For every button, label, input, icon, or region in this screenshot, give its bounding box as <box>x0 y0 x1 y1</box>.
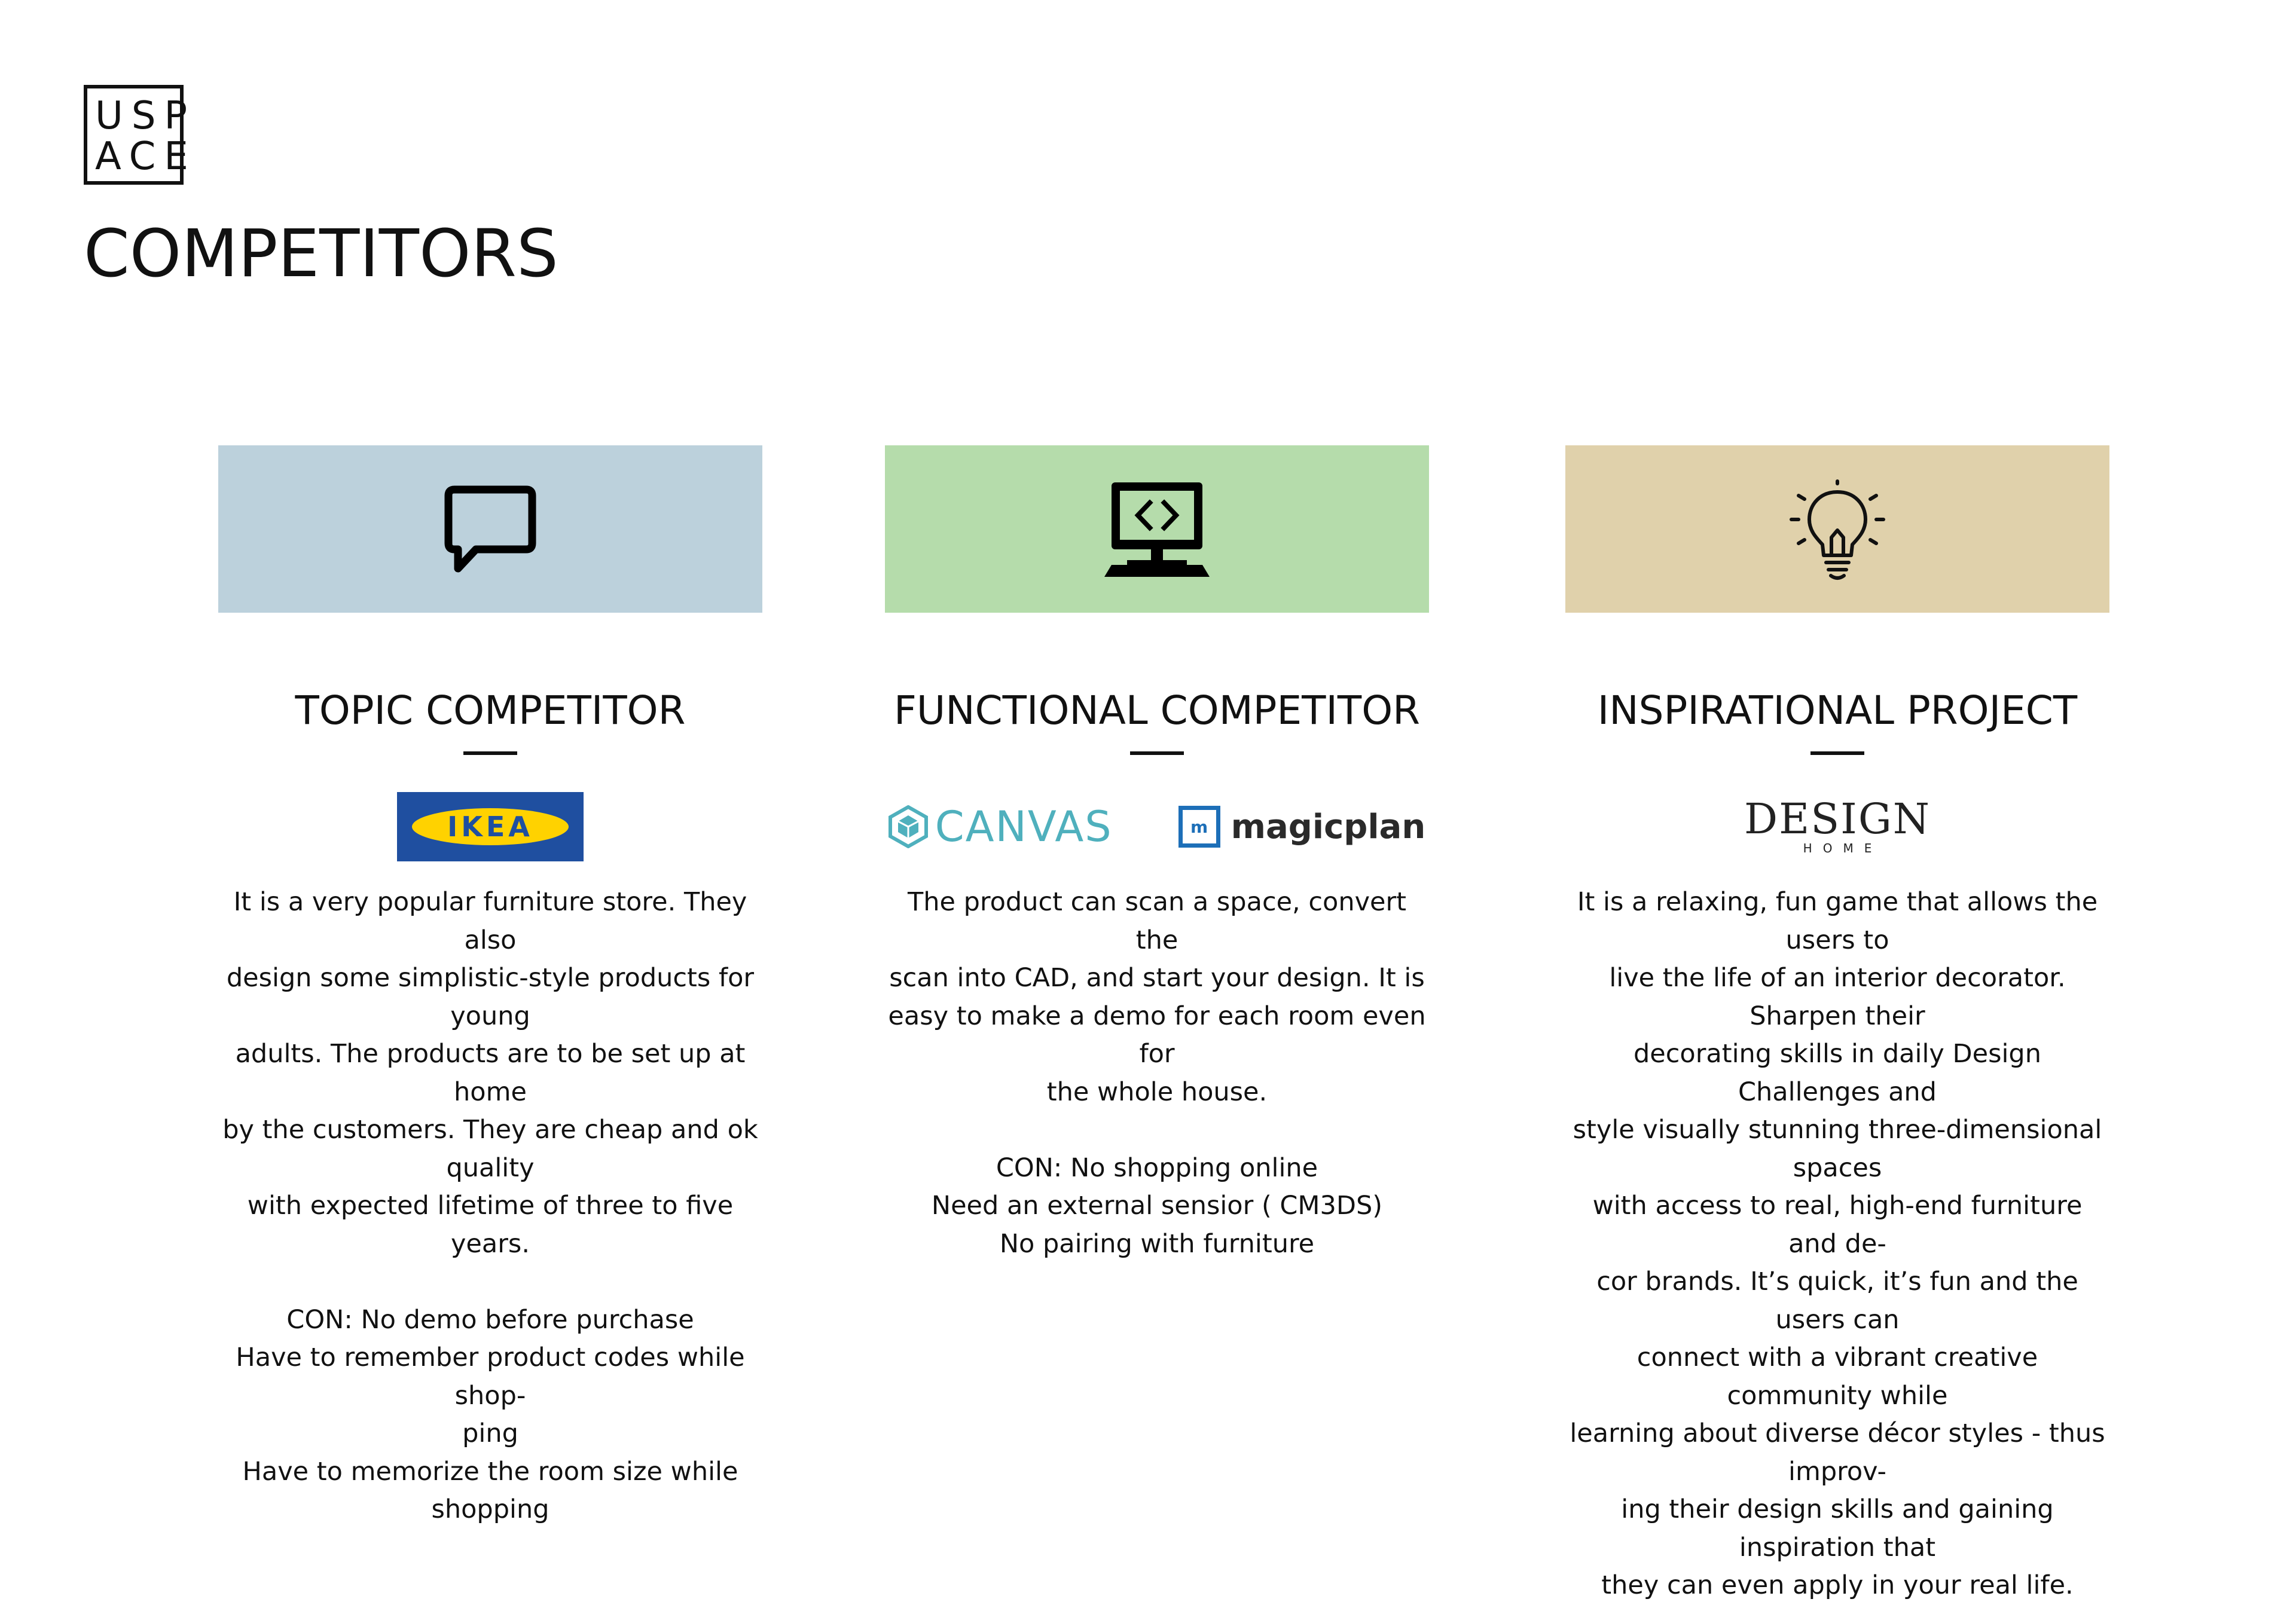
con-line: Have to remember product codes while shop- <box>236 1343 745 1411</box>
con-line: Need an external sensior ( CM3DS) <box>931 1191 1383 1221</box>
description-line: decorating skills in daily Design Challenges and <box>1634 1039 2041 1107</box>
inspirational-heading: INSPIRATIONAL PROJECT <box>1597 687 2078 733</box>
magicplan-logo <box>1178 806 1426 848</box>
description-line: with expected lifetime of three to five years. <box>247 1191 734 1259</box>
topic-competitor-column <box>218 445 762 1529</box>
lightbulb-icon <box>1781 475 1894 583</box>
con-line: CON: No shopping online <box>996 1152 1318 1183</box>
description-line: scan into CAD, and start your design. It is <box>889 963 1425 993</box>
description-line: with access to real, high-end furniture and de- <box>1592 1191 2083 1259</box>
inspirational-project-column <box>1565 445 2109 1605</box>
topic-description <box>218 883 762 1529</box>
page-title: COMPETITORS <box>84 215 558 292</box>
functional-description <box>885 883 1429 1263</box>
design-home-logo-sub: HOME <box>1803 841 1883 855</box>
con-line: No pairing with furniture <box>999 1228 1315 1259</box>
design-home-logo-word: DESIGN <box>1744 794 1931 843</box>
canvas-logo <box>889 802 1113 851</box>
topic-icon-banner <box>218 445 762 613</box>
brand-line-2: ACE <box>95 134 197 179</box>
description-line: learning about diverse décor styles - thus improv- <box>1570 1418 2105 1487</box>
description-line: live the life of an interior decorator. Sharpen their <box>1609 963 2066 1031</box>
description-line: ing their design skills and gaining inspiration that <box>1621 1494 2054 1563</box>
canvas-logo-text: CANVAS <box>935 802 1113 851</box>
speech-bubble-icon <box>442 481 538 577</box>
heading-divider <box>1130 751 1184 755</box>
description-line: The product can scan a space, convert the <box>907 887 1407 955</box>
description-line: adults. The products are to be set up at home <box>235 1039 746 1107</box>
functional-logo-row <box>885 791 1429 863</box>
description-line: by the customers. They are cheap and ok quality <box>222 1115 758 1183</box>
topic-heading: TOPIC COMPETITOR <box>295 687 686 733</box>
functional-competitor-column <box>885 445 1429 1263</box>
design-home-logo <box>1744 794 1931 855</box>
paragraph-gap <box>218 1263 762 1301</box>
uspace-logo <box>84 85 197 185</box>
con-line: ping <box>462 1418 518 1448</box>
inspirational-icon-banner <box>1565 445 2109 613</box>
description-line: the whole house. <box>1046 1077 1268 1107</box>
computer-code-icon <box>1103 475 1211 583</box>
description-line: design some simplistic-style products for young <box>226 963 755 1031</box>
canvas-cube-icon <box>889 805 928 848</box>
description-line: style visually stunning three-dimensional spaces <box>1573 1115 2102 1183</box>
description-line: they can even apply in your real life. <box>1601 1570 2074 1600</box>
description-line: easy to make a demo for each room even for <box>888 1001 1426 1069</box>
description-line: connect with a vibrant creative community while <box>1636 1343 2038 1411</box>
topic-logo-row <box>218 791 762 863</box>
description-line: It is a relaxing, fun game that allows the users to <box>1577 887 2098 955</box>
magicplan-mark-text: m <box>1190 817 1208 837</box>
functional-heading: FUNCTIONAL COMPETITOR <box>893 687 1421 733</box>
con-line: Have to memorize the room size while shopping <box>242 1456 738 1524</box>
brand-line-1: USP <box>95 94 196 138</box>
inspirational-logo-row <box>1565 791 2109 863</box>
description-line: It is a very popular furniture store. They also <box>233 887 747 955</box>
heading-divider <box>463 751 517 755</box>
magicplan-logo-text: magicplan <box>1231 807 1426 846</box>
ikea-logo-oval <box>412 808 569 845</box>
ikea-logo <box>397 792 584 861</box>
inspirational-description <box>1565 883 2109 1605</box>
functional-icon-banner <box>885 445 1429 613</box>
paragraph-gap <box>885 1111 1429 1150</box>
heading-divider <box>1810 751 1864 755</box>
magicplan-mark <box>1178 806 1220 848</box>
ikea-logo-text: IKEA <box>447 811 533 843</box>
con-line: CON: No demo before purchase <box>286 1304 694 1335</box>
description-line: cor brands. It’s quick, it’s fun and the users can <box>1596 1267 2078 1335</box>
